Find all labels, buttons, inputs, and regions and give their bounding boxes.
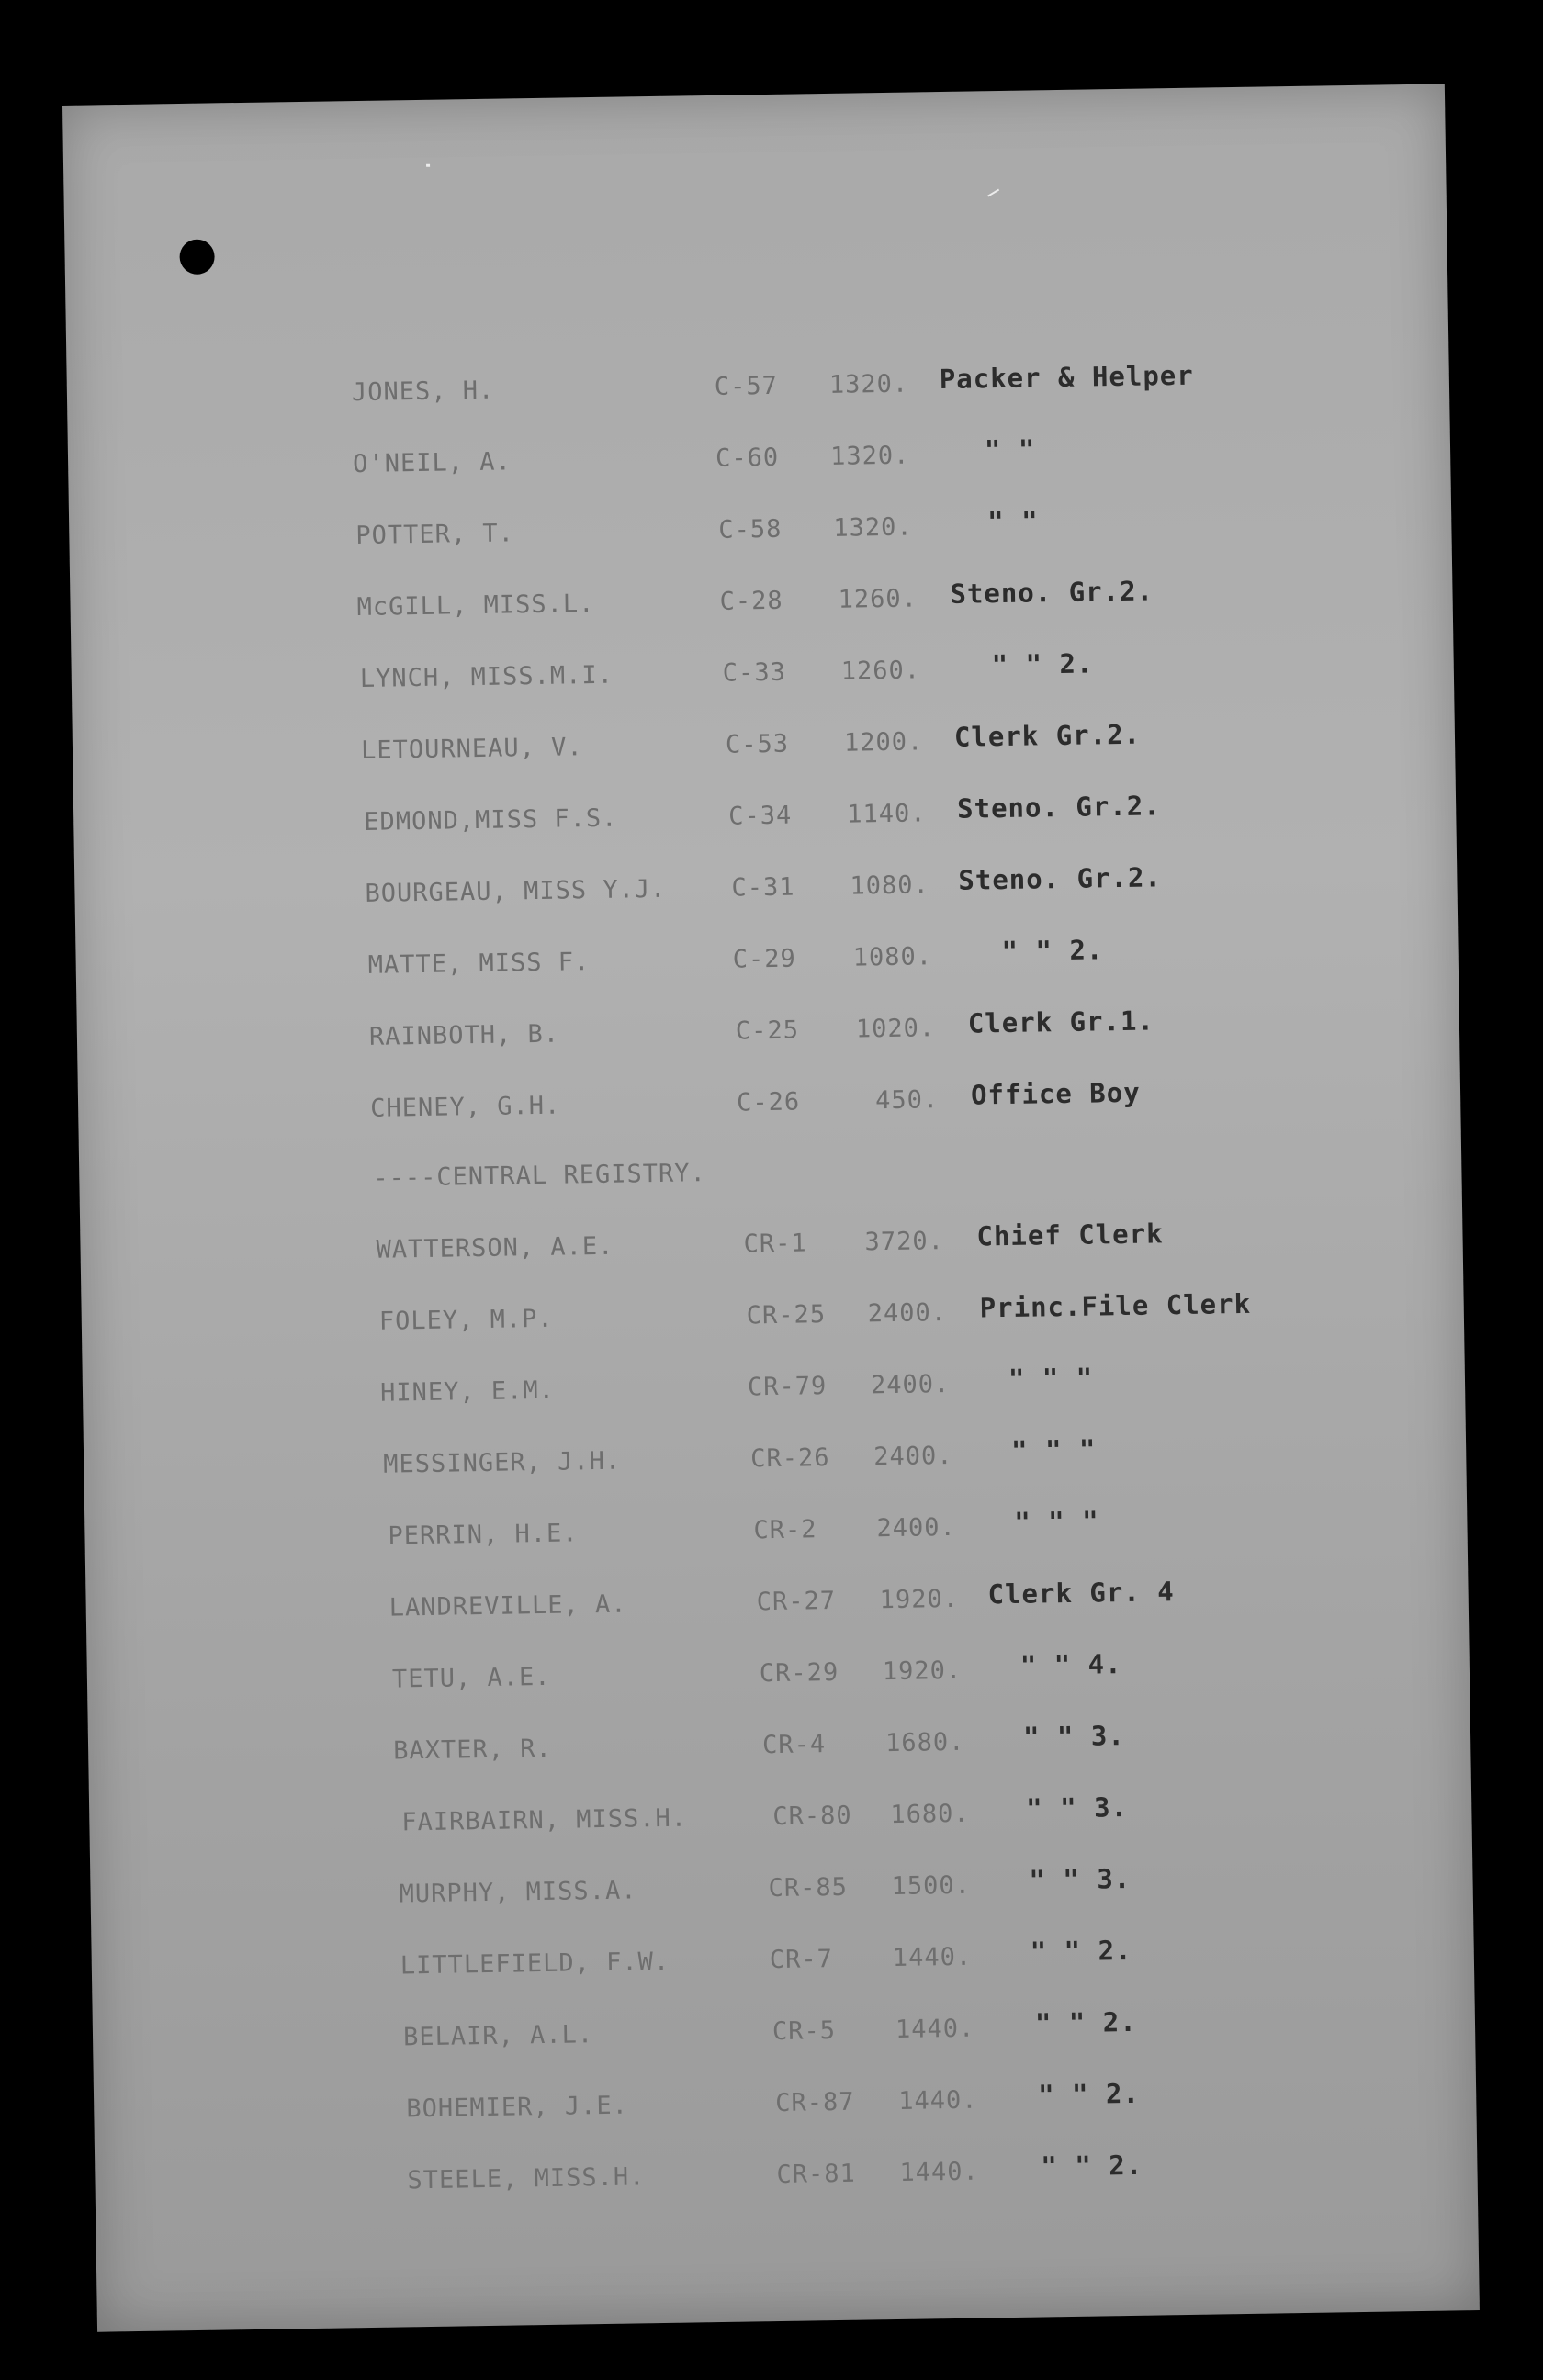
position-code: C-34 bbox=[728, 801, 793, 831]
job-title: " " bbox=[984, 433, 1036, 466]
salary: 450. bbox=[874, 1085, 940, 1116]
employee-name: MESSINGER, J.H. bbox=[383, 1446, 622, 1479]
job-title: " " 2. bbox=[1041, 2149, 1143, 2183]
staff-row bbox=[88, 1720, 1471, 1788]
employee-name: LITTLEFIELD, F.W. bbox=[400, 1947, 670, 1981]
salary: 1680. bbox=[884, 1727, 965, 1758]
staff-row bbox=[77, 1005, 1460, 1073]
employee-name: MURPHY, MISS.A. bbox=[399, 1876, 637, 1909]
job-title: Clerk Gr.2. bbox=[953, 718, 1142, 753]
position-code: CR-4 bbox=[761, 1730, 827, 1760]
salary: 1260. bbox=[838, 584, 918, 614]
employee-name: O'NEIL, A. bbox=[352, 447, 512, 479]
position-code: CR-1 bbox=[743, 1229, 807, 1259]
salary: 3720. bbox=[864, 1227, 945, 1257]
position-code: C-29 bbox=[732, 944, 796, 974]
employee-name: FOLEY, M.P. bbox=[378, 1304, 554, 1336]
job-title: " " 3. bbox=[1025, 1791, 1129, 1824]
typewritten-staff-list-sheet bbox=[62, 84, 1480, 2331]
staff-row bbox=[73, 791, 1457, 859]
employee-name: RAINBOTH, B. bbox=[368, 1019, 560, 1051]
job-title: Princ.File Clerk bbox=[979, 1287, 1252, 1324]
salary: 1680. bbox=[890, 1799, 970, 1830]
staff-row bbox=[73, 719, 1456, 787]
employee-name: PERRIN, H.E. bbox=[388, 1519, 579, 1551]
job-title: Steno. Gr.2. bbox=[950, 575, 1154, 610]
staff-row bbox=[68, 432, 1451, 500]
job-title: " " " bbox=[1010, 1433, 1097, 1466]
paper-speck bbox=[987, 189, 999, 197]
job-title: Packer & Helper bbox=[939, 359, 1194, 396]
job-title: Chief Clerk bbox=[976, 1218, 1164, 1252]
staff-row bbox=[83, 1362, 1466, 1430]
employee-name: POTTER, T. bbox=[355, 519, 515, 551]
job-title: " " 2. bbox=[1030, 1934, 1132, 1968]
staff-row bbox=[67, 361, 1450, 429]
employee-name: CHENEY, G.H. bbox=[369, 1091, 561, 1123]
job-title: " " bbox=[986, 505, 1039, 538]
salary: 2400. bbox=[870, 1369, 951, 1400]
salary: 2400. bbox=[876, 1512, 956, 1544]
staff-row bbox=[82, 1287, 1465, 1358]
position-code: C-53 bbox=[725, 729, 790, 759]
position-code: C-26 bbox=[736, 1087, 801, 1117]
staff-row bbox=[78, 1077, 1461, 1145]
position-code: CR-25 bbox=[746, 1300, 827, 1330]
employee-name: LYNCH, MISS.M.I. bbox=[359, 660, 614, 693]
staff-row bbox=[72, 647, 1455, 715]
salary: 1920. bbox=[879, 1584, 960, 1615]
job-title: " " " bbox=[1014, 1505, 1099, 1538]
position-code: CR-79 bbox=[747, 1372, 828, 1402]
salary: 1920. bbox=[882, 1656, 963, 1687]
job-title: " " 2. bbox=[1037, 2077, 1141, 2111]
job-title: " " 4. bbox=[1019, 1648, 1122, 1681]
position-code: CR-27 bbox=[756, 1586, 837, 1617]
position-code: C-58 bbox=[718, 514, 783, 544]
position-code: C-31 bbox=[731, 872, 795, 903]
position-code: C-57 bbox=[714, 371, 779, 401]
salary: 1440. bbox=[899, 2157, 979, 2187]
employee-name: TETU, A.E. bbox=[391, 1662, 551, 1694]
salary: 1440. bbox=[892, 1942, 973, 1973]
job-title: Office Boy bbox=[970, 1076, 1141, 1111]
salary: 1140. bbox=[846, 799, 927, 829]
employee-name: McGILL, MISS.L. bbox=[356, 589, 595, 623]
section-heading-central-registry: ----CENTRAL REGISTRY. bbox=[373, 1159, 706, 1193]
employee-name: BOHEMIER, J.E. bbox=[406, 2091, 629, 2124]
job-title: Clerk Gr.1. bbox=[967, 1005, 1155, 1039]
salary: 2400. bbox=[873, 1441, 953, 1472]
employee-name: WATTERSON, A.E. bbox=[376, 1231, 614, 1264]
position-code: CR-2 bbox=[753, 1515, 817, 1545]
position-code: CR-29 bbox=[759, 1657, 839, 1689]
job-title: " " 2. bbox=[991, 647, 1094, 681]
job-title: Clerk Gr. 4 bbox=[987, 1576, 1175, 1611]
job-title: " " 3. bbox=[1022, 1720, 1126, 1753]
salary: 1500. bbox=[891, 1870, 972, 1902]
salary: 1200. bbox=[843, 727, 924, 758]
salary: 1080. bbox=[852, 942, 933, 972]
staff-row bbox=[94, 2078, 1477, 2146]
position-code: CR-7 bbox=[769, 1945, 834, 1975]
position-code: CR-80 bbox=[772, 1801, 852, 1832]
job-title: Steno. Gr.2. bbox=[958, 861, 1163, 896]
staff-row bbox=[70, 576, 1453, 644]
employee-name: FAIRBAIRN, MISS.H. bbox=[401, 1803, 688, 1837]
salary: 1020. bbox=[855, 1014, 936, 1044]
position-code: CR-81 bbox=[776, 2159, 857, 2190]
position-code: CR-5 bbox=[772, 2016, 837, 2047]
employee-name: BAXTER, R. bbox=[392, 1734, 552, 1766]
staff-row bbox=[90, 1863, 1473, 1931]
staff-row bbox=[76, 934, 1459, 1002]
punch-hole bbox=[179, 239, 215, 275]
employee-name: BELAIR, A.L. bbox=[402, 2020, 594, 2052]
job-title: " " 3. bbox=[1029, 1862, 1132, 1896]
salary: 1320. bbox=[828, 369, 909, 399]
salary: 1440. bbox=[898, 2085, 978, 2116]
staff-row bbox=[69, 504, 1452, 572]
staff-row bbox=[87, 1648, 1470, 1716]
salary: 1080. bbox=[850, 870, 929, 901]
employee-name: STEELE, MISS.H. bbox=[407, 2162, 646, 2195]
staff-row bbox=[86, 1577, 1470, 1645]
employee-name: MATTE, MISS F. bbox=[367, 948, 591, 980]
salary: 2400. bbox=[867, 1298, 948, 1329]
position-code: C-33 bbox=[722, 657, 787, 688]
staff-row bbox=[92, 1935, 1475, 2003]
job-title: " " " bbox=[1008, 1362, 1094, 1395]
staff-row bbox=[93, 2006, 1476, 2074]
job-title: " " 2. bbox=[1001, 934, 1104, 968]
position-code: CR-26 bbox=[750, 1443, 830, 1474]
staff-row bbox=[84, 1505, 1468, 1573]
job-title: Steno. Gr.2. bbox=[956, 790, 1161, 825]
employee-name: EDMOND,MISS F.S. bbox=[364, 803, 618, 836]
staff-row bbox=[80, 1218, 1463, 1286]
staff-row bbox=[89, 1791, 1472, 1859]
staff-row bbox=[74, 862, 1458, 930]
salary: 1260. bbox=[840, 656, 921, 686]
employee-name: BOURGEAU, MISS Y.J. bbox=[365, 874, 667, 908]
employee-name: LETOURNEAU, V. bbox=[360, 733, 583, 765]
employee-name: HINEY, E.M. bbox=[379, 1375, 556, 1408]
salary: 1320. bbox=[833, 512, 913, 543]
staff-row bbox=[95, 2150, 1478, 2217]
paper-speck bbox=[426, 164, 430, 167]
employee-name: LANDREVILLE, A. bbox=[389, 1589, 627, 1622]
position-code: C-60 bbox=[715, 443, 780, 473]
position-code: C-25 bbox=[735, 1016, 800, 1046]
position-code: CR-85 bbox=[768, 1872, 849, 1903]
position-code: C-28 bbox=[719, 586, 783, 616]
employee-name: JONES, H. bbox=[351, 376, 495, 408]
position-code: CR-87 bbox=[775, 2087, 855, 2118]
salary: 1320. bbox=[829, 441, 910, 471]
staff-row bbox=[84, 1433, 1467, 1501]
job-title: " " 2. bbox=[1034, 2005, 1137, 2039]
salary: 1440. bbox=[895, 2014, 975, 2045]
